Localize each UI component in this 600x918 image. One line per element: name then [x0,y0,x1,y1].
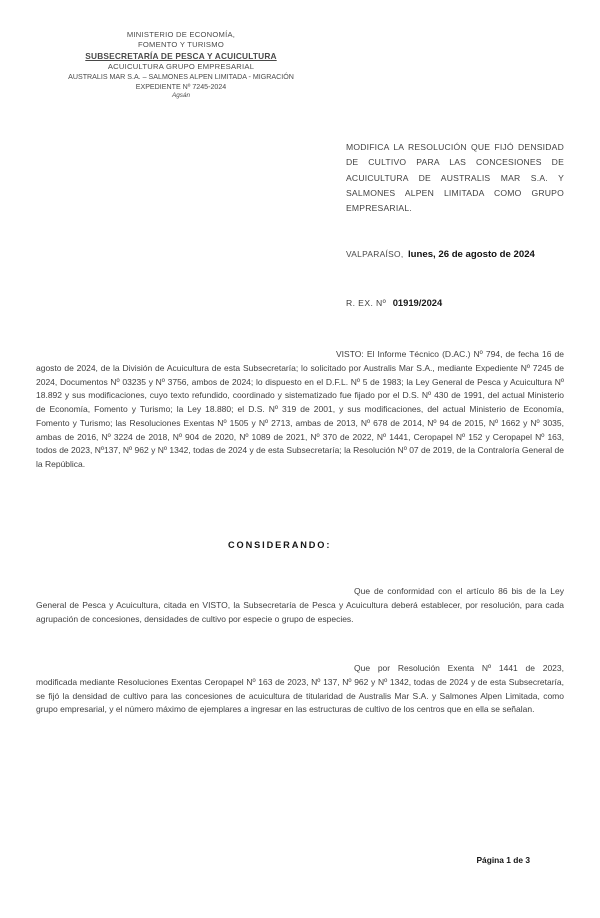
letterhead [36,30,326,101]
letterhead-line-subsecretaria: SUBSECRETARÍA DE PESCA Y ACUICULTURA [85,50,277,61]
considerando-heading: CONSIDERANDO: [228,540,332,550]
resolution-number-label: R. EX. Nº [346,298,387,308]
considerando-paragraph-2 [36,662,564,717]
visto-section [36,348,564,472]
letterhead-line-initials: Agsán [171,92,191,100]
issue-date: lunes, 26 de agosto de 2024 [407,249,535,260]
letterhead-line-ministry-1: MINISTERIO DE ECONOMÍA, [126,30,236,39]
letterhead-line-ministry-2: FOMENTO Y TURISMO [138,40,224,50]
resolution-number-line [346,297,442,308]
considerando-paragraph-2-text: Que por Resolución Exenta Nº 1441 de 2023, modificada mediante Resoluciones Exentas Ceropapel Nº 163 de 2023, Nº 137, Nº 962 y Nº 1342, todas de 2024 y de esta Subsecretaría, se fijó la densidad de cultivo para las concesiones de acuicultura de titularidad de Australis Mar S.A. y Salmones Alpen Limitada, como grupo empresarial, y el número máximo de ejemplares a ingresar en las estructuras de cultivo de los centros que en ella se señalan. [36,663,564,715]
letterhead-line-unit: ACUICULTURA GRUPO EMPRESARIAL [107,62,255,72]
resolution-number-value: 01919/2024 [392,297,443,308]
place-date [346,249,535,260]
page-footer: Página 1 de 3 [476,855,530,865]
visto-text: VISTO: El Informe Técnico (D.AC.) Nº 794, de fecha 16 de agosto de 2024, de la División de Acuicultura de esta Subsecretaría; lo solicitado por Australis Mar S.A., mediante Expediente Nº 7245 de 2024, Documentos Nº 03235 y Nº 3756, ambos de 2024; lo dispuesto en el D.F.L. Nº 5 de 1983; la Ley General de Pesca y Acuicultura Nº 18.892 y sus modificaciones, cuyo texto refundido, coordinado y sistematizado fue fijado por el D.S. Nº 430 de 1991, del actual Ministerio de Economía, Fomento y Turismo; la Ley 18.880; el D.S. Nº 319 de 2001, y sus modificaciones, del actual Ministerio de Economía, Fomento y Turismo; las Resoluciones Exentas Nº 1505 y Nº 2713, ambas de 2013, Nº 678 de 2014, Nº 94 de 2015, Nº 1662 y Nº 3035, ambas de 2016, Nº 3224 de 2018, Nº 904 de 2020, Nº 1089 de 2021, Nº 370 de 2022, Nº 1441, Ceropapel Nº 152 y Ceropapel Nº 163, todos de 2023, Nº137, Nº 962 y Nº 1342, todas de 2024 y de esta Subsecretaría; la Resolución Nº 07 de 2019, de la Contraloría General de la República. [36,349,564,470]
place-city: VALPARAÍSO, [346,249,404,259]
document-sumilla: MODIFICA LA RESOLUCIÓN QUE FIJÓ DENSIDAD DE CULTIVO PARA LAS CONCESIONES DE ACUICULTURA DE AUSTRALIS MAR S.A. Y SALMONES ALPEN LIMITADA COMO GRUPO EMPRESARIAL. [346,142,564,214]
considerando-paragraph-1-text: Que de conformidad con el artículo 86 bis de la Ley General de Pesca y Acuicultura, citada en VISTO, la Subsecretaría de Pesca y Acuicultura deberá establecer, por resolución, para cada agrupación de concesiones, densidades de cultivo por especie o grupo de especies. [36,586,564,624]
letterhead-line-companies: AUSTRALIS MAR S.A. – SALMONES ALPEN LIMITADA - MIGRACIÓN [68,72,294,81]
letterhead-line-expediente: EXPEDIENTE Nº 7245-2024 [135,82,227,91]
considerando-paragraph-1 [36,585,564,626]
